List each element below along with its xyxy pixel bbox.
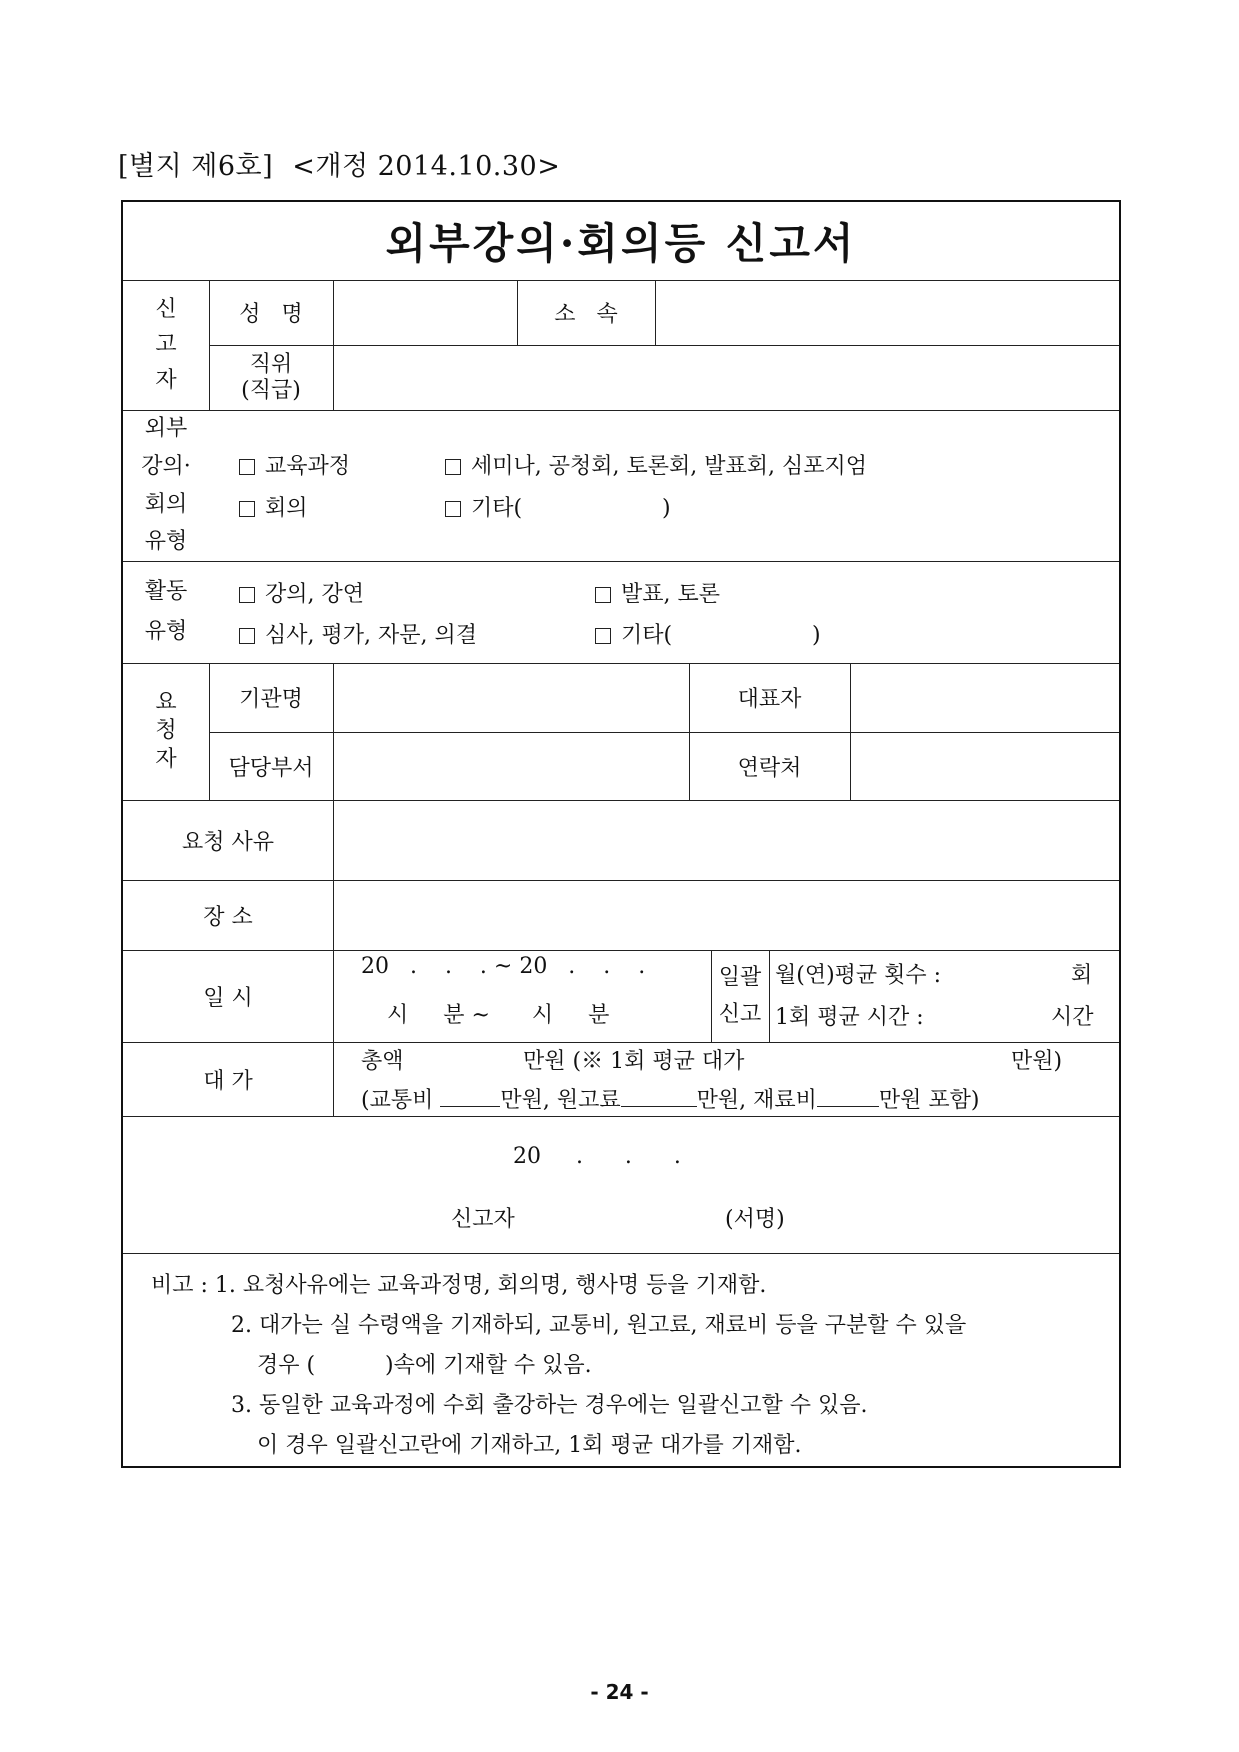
checkbox-meeting-other[interactable] — [445, 491, 671, 522]
meeting-type-label — [123, 410, 209, 561]
position-field[interactable] — [333, 345, 1119, 410]
label-line: 강의· — [141, 453, 191, 479]
contact-field[interactable] — [850, 732, 1119, 800]
org-field[interactable] — [333, 663, 689, 732]
divider — [769, 950, 770, 1042]
transport-blank[interactable] — [440, 1086, 500, 1107]
transport-label: (교통비 — [361, 1088, 434, 1113]
revision-date: <개정 2014.10.30> — [292, 151, 561, 182]
rep-label: 대표자 — [737, 687, 802, 712]
note-item: 1. 요청사유에는 교육과정명, 회의명, 행사명 등을 기재함. — [214, 1273, 767, 1298]
checkbox-icon — [445, 459, 461, 475]
note-item: 경우 ( )속에 기재할 수 있음. — [257, 1353, 592, 1378]
form-number: [별지 제6호] — [118, 151, 274, 182]
divider — [123, 1253, 1119, 1254]
fee-breakdown — [361, 1083, 979, 1114]
dept-field[interactable] — [333, 732, 689, 800]
date-range[interactable]: 20 . . . ~ 20 . . . — [361, 954, 646, 979]
dept-label: 담당부서 — [228, 755, 314, 781]
manuscript-label: 만원, 원고료 — [500, 1088, 621, 1113]
label-char: 자 — [155, 367, 177, 393]
label-char: 요 — [155, 689, 177, 715]
bulk-label-line: 신고 — [718, 1002, 762, 1027]
checkbox-label: 심사, 평가, 자문, 의결 — [265, 623, 477, 648]
reason-label: 요청 사유 — [181, 829, 274, 855]
label-line: 유형 — [144, 529, 188, 555]
note-item: 이 경우 일괄신고란에 기재하고, 1회 평균 대가를 기재함. — [257, 1433, 802, 1458]
affiliation-field[interactable] — [655, 280, 1119, 345]
notes-prefix: 비고 : — [151, 1273, 208, 1298]
divider — [123, 1116, 1119, 1117]
label-line: 회의 — [144, 491, 188, 517]
contact-label: 연락처 — [737, 755, 802, 781]
fee-label: 대 가 — [203, 1068, 253, 1094]
note-item: 3. 동일한 교육과정에 수회 출강하는 경우에는 일괄신고할 수 있음. — [231, 1393, 868, 1418]
count-unit: 회 — [1071, 963, 1093, 988]
rep-field[interactable] — [850, 663, 1119, 732]
checkbox-label: 교육과정 — [265, 454, 351, 479]
checkbox-label: 세미나, 공청회, 토론회, 발표회, 심포지엄 — [471, 454, 867, 479]
label-char: 고 — [155, 332, 177, 358]
label-line: 유형 — [144, 619, 188, 644]
fee-avg-unit: 만원) — [1011, 1049, 1063, 1074]
form-header — [118, 144, 560, 183]
divider — [123, 410, 1119, 411]
name-label: 성 명 — [239, 302, 303, 327]
label-char: 신 — [155, 297, 177, 323]
fee-total-label: 총액 — [361, 1049, 404, 1074]
material-label: 만원, 재료비 — [696, 1088, 817, 1113]
checkbox-label: 기타( ) — [471, 496, 671, 521]
position-label-line: (직급) — [241, 377, 301, 403]
label-line: 외부 — [144, 415, 188, 441]
position-label — [209, 345, 333, 410]
checkbox-label: 기타( ) — [621, 623, 821, 648]
checkbox-label: 발표, 토론 — [621, 582, 720, 607]
checkbox-icon — [595, 628, 611, 644]
time-unit: 시간 — [1051, 1005, 1094, 1030]
activity-type-label — [123, 561, 209, 663]
signature-sign[interactable]: (서명) — [725, 1207, 785, 1232]
avg-time-label: 1회 평균 시간 : — [775, 1005, 924, 1030]
name-field[interactable] — [333, 280, 517, 345]
datetime-label: 일 시 — [203, 985, 253, 1011]
checkbox-icon — [239, 628, 255, 644]
manuscript-blank[interactable] — [621, 1086, 697, 1107]
checkbox-activity-other[interactable] — [595, 618, 821, 649]
report-form — [121, 200, 1121, 1468]
checkbox-meeting[interactable] — [239, 491, 308, 522]
checkbox-label: 강의, 강연 — [265, 582, 364, 607]
affiliation-label: 소 속 — [554, 302, 618, 327]
form-title: 외부강의·회의등 신고서 — [385, 219, 857, 268]
bulk-label-line: 일괄 — [718, 964, 762, 990]
included-label: 만원 포함) — [878, 1088, 980, 1113]
position-label-line: 직위 — [249, 352, 293, 378]
place-field[interactable] — [333, 880, 1119, 950]
checkbox-lecture[interactable] — [239, 577, 364, 608]
fee-avg-label: 만원 (※ 1회 평균 대가 — [523, 1049, 745, 1074]
monthly-count-label: 월(연)평균 횟수 : — [775, 963, 942, 988]
checkbox-education[interactable] — [239, 449, 350, 480]
note-item: 2. 대가는 실 수령액을 기재하되, 교통비, 원고료, 재료비 등을 구분할 수 있을 — [231, 1313, 967, 1338]
page-number: - 24 - — [590, 1680, 649, 1704]
checkbox-icon — [239, 587, 255, 603]
checkbox-icon — [239, 501, 255, 517]
requester-group-label — [123, 663, 209, 800]
label-char: 자 — [155, 746, 177, 772]
checkbox-seminar[interactable] — [445, 449, 867, 480]
label-char: 청 — [155, 718, 177, 744]
signature-date[interactable]: 20 . . . — [513, 1144, 681, 1169]
signature-reporter-label: 신고자 — [451, 1207, 515, 1232]
checkbox-presentation[interactable] — [595, 577, 720, 608]
checkbox-label: 회의 — [265, 496, 308, 521]
org-label: 기관명 — [239, 687, 303, 712]
notes — [151, 1266, 966, 1466]
checkbox-icon — [595, 587, 611, 603]
reason-field[interactable] — [333, 800, 1119, 880]
bulk-report-label — [711, 950, 769, 1042]
checkbox-review[interactable] — [239, 618, 477, 649]
reporter-group-label — [123, 280, 209, 410]
divider — [123, 561, 1119, 562]
time-range[interactable]: 시 분 ~ 시 분 — [387, 1003, 610, 1028]
checkbox-icon — [239, 459, 255, 475]
label-line: 활동 — [144, 579, 188, 605]
place-label: 장 소 — [203, 904, 253, 930]
checkbox-icon — [445, 501, 461, 517]
material-blank[interactable] — [817, 1086, 879, 1107]
